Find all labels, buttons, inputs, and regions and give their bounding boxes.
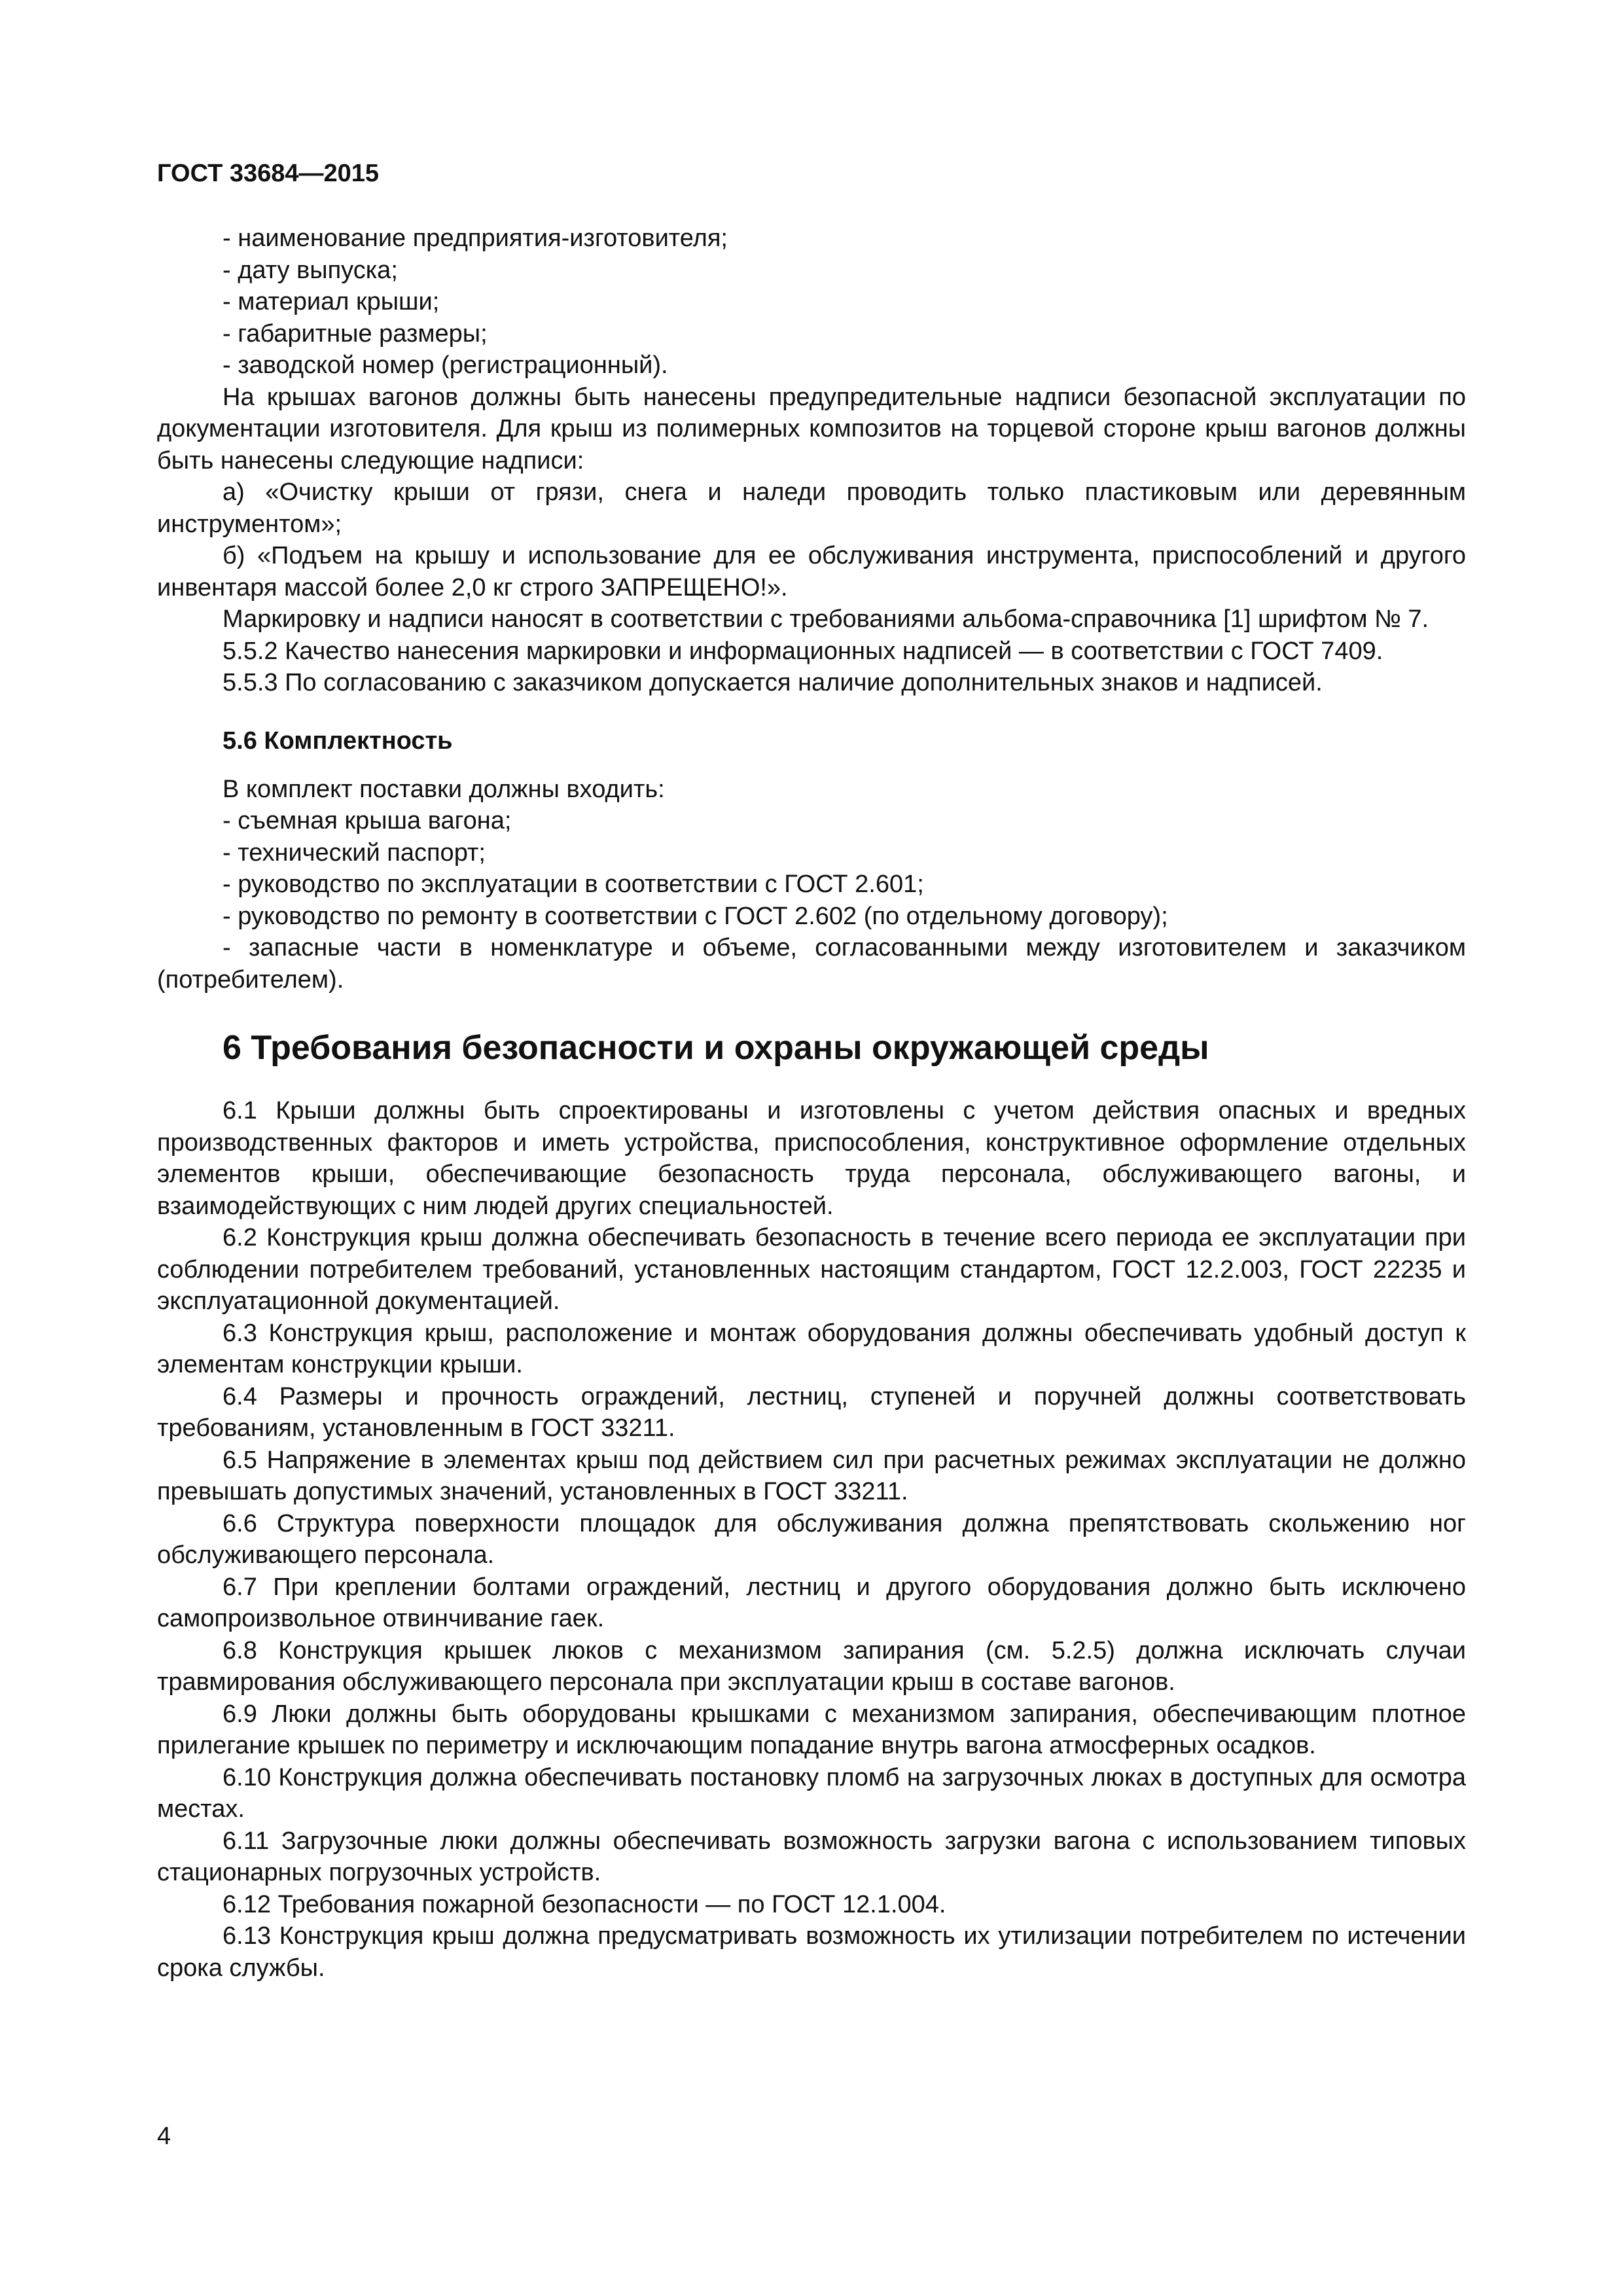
clause-6-5: 6.5 Напряжение в элементах крыш под действием сил при расчетных режимах эксплуатации не должно превышать допустимых значений, установленных в ГОСТ 33211. [157, 1446, 1466, 1505]
document-page [157, 157, 1466, 2150]
completeness-list-item: - руководство по эксплуатации в соответствии с ГОСТ 2.601; [223, 870, 924, 898]
marking-block [157, 223, 1466, 699]
warning-item-b: б) «Подъем на крышу и использование для ее обслуживания инструмента, приспособлений и другого инвентаря массой более 2,0 кг строго ЗАПРЕЩЕНО!». [157, 542, 1466, 601]
completeness-list-item: - съемная крыша вагона; [223, 807, 512, 834]
clause-6-9: 6.9 Люки должны быть оборудованы крышками с механизмом запирания, обеспечивающим плотное прилегание крышек по периметру и исключающим попадание внутрь вагона атмосферных осадков. [157, 1700, 1466, 1759]
clause-6-12: 6.12 Требования пожарной безопасности — по ГОСТ 12.1.004. [223, 1890, 946, 1918]
clause-6-13: 6.13 Конструкция крыш должна предусматривать возможность их утилизации потребителем по истечении срока службы. [157, 1922, 1466, 1982]
completeness-list-item: - запасные части в номенклатуре и объеме, согласованными между изготовителем и заказчиком (потребителем). [157, 934, 1466, 994]
marking-list-item: - дату выпуска; [223, 256, 398, 284]
clause-6-6: 6.6 Структура поверхности площадок для обслуживания должна препятствовать скольжению ног обслуживающего персонала. [157, 1509, 1466, 1569]
completeness-list-item: - технический паспорт; [223, 838, 486, 867]
clause-6-4: 6.4 Размеры и прочность ограждений, лестниц, ступеней и поручней должны соответствовать требованиям, установленным в ГОСТ 33211. [157, 1382, 1466, 1442]
clause-6-7: 6.7 При креплении болтами ограждений, лестниц и другого оборудования должно быть исключено самопроизвольное отвинчивание гаек. [157, 1573, 1466, 1632]
page-number: 4 [157, 2123, 171, 2150]
clause-6-10: 6.10 Конструкция должна обеспечивать постановку пломб на загрузочных люках в доступных для осмотра местах. [157, 1763, 1466, 1823]
completeness-intro: В комплект поставки должны входить: [223, 775, 665, 803]
marking-list-item: - габаритные размеры; [223, 319, 488, 348]
clause-5-5-2: 5.5.2 Качество нанесения маркировки и информационных надписей — в соответствии с ГОСТ 7409. [223, 637, 1383, 665]
clause-6-3: 6.3 Конструкция крыш, расположение и монтаж оборудования должны обеспечивать удобный доступ к элементам конструкции крыши. [157, 1319, 1466, 1378]
subsection-title-5-6: 5.6 Комплектность [223, 726, 453, 755]
clause-5-5-3: 5.5.3 По согласованию с заказчиком допускается наличие дополнительных знаков и надписей. [223, 669, 1323, 696]
section-title-6: 6 Требования безопасности и охраны окружающей среды [223, 1029, 1209, 1067]
marking-list-item: - заводской номер (регистрационный). [223, 351, 668, 379]
font-note-paragraph: Маркировку и надписи наносят в соответствии с требованиями альбома-справочника [1] шрифтом № 7. [223, 605, 1429, 633]
clause-6-11: 6.11 Загрузочные люки должны обеспечивать возможность загрузки вагона с использованием типовых стационарных погрузочных устройств. [157, 1827, 1466, 1886]
warnings-intro-paragraph: На крышах вагонов должны быть нанесены предупредительные надписи безопасной эксплуатации по документации изготовителя. Для крыш из полимерных композитов на торцевой стороне крыш вагонов должны быть нанесены следующие надписи: [157, 383, 1466, 475]
warning-item-a: а) «Очистку крыши от грязи, снега и наледи проводить только пластиковым или деревянным инструментом»; [157, 478, 1466, 538]
marking-list-item: - наименование предприятия-изготовителя; [223, 224, 728, 252]
marking-list-item: - материал крыши; [223, 288, 440, 315]
clause-6-2: 6.2 Конструкция крыш должна обеспечивать безопасность в течение всего периода ее эксплуатации при соблюдении потребителем требований, установленных настоящим стандартом, ГОСТ 12.2.003, ГОСТ 22235 и эксплуатационной документацией. [157, 1224, 1466, 1315]
safety-requirements-block [157, 1095, 1466, 1984]
completeness-list-item: - руководство по ремонту в соответствии с ГОСТ 2.602 (по отдельному договору); [223, 902, 1168, 930]
completeness-block [157, 774, 1466, 996]
clause-6-1: 6.1 Крыши должны быть спроектированы и изготовлены с учетом действия опасных и вредных производственных факторов и иметь устройства, приспособления, конструктивное оформление отдельных элементов крыши, обеспечивающие безопасность труда персонала, обслуживающего вагоны, и взаимодействующих с ним людей других специальностей. [157, 1097, 1466, 1220]
clause-6-8: 6.8 Конструкция крышек люков с механизмом запирания (см. 5.2.5) должна исключать случаи травмирования обслуживающего персонала при эксплуатации крыш в составе вагонов. [157, 1636, 1466, 1696]
document-code-header: ГОСТ 33684—2015 [157, 160, 380, 187]
